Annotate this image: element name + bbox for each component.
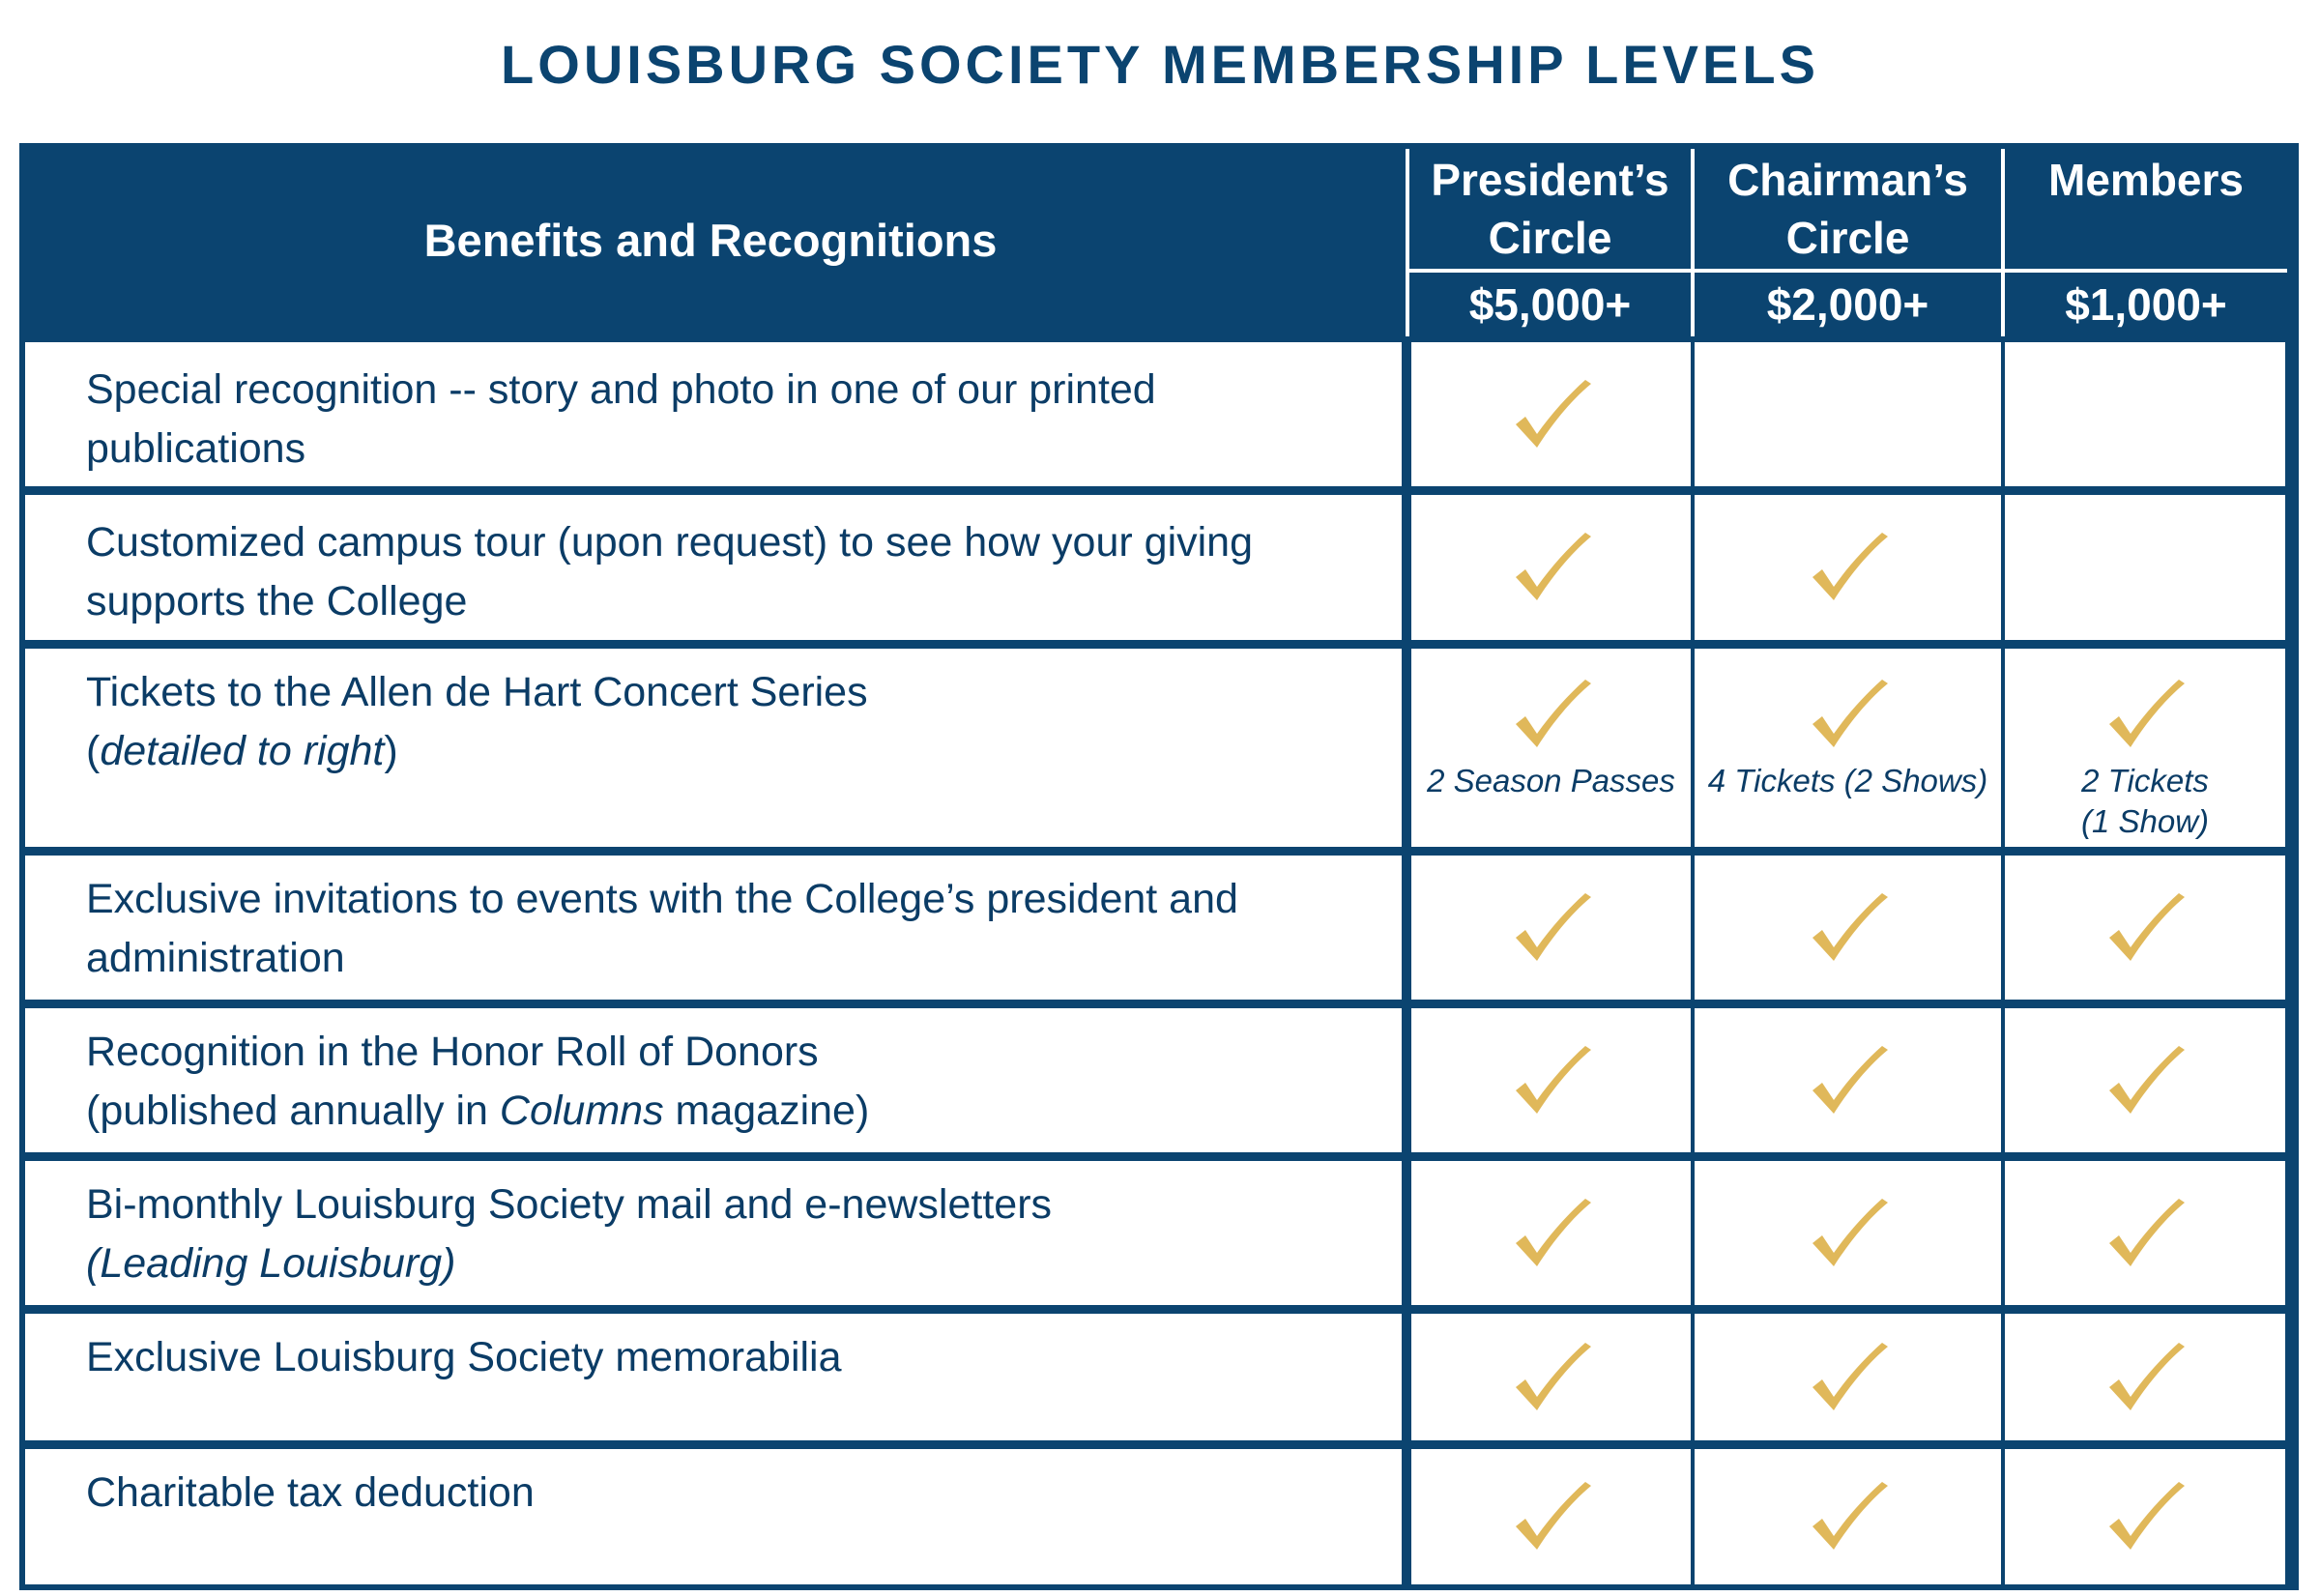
price-chairmans-circle: $2,000+ bbox=[1766, 279, 1929, 330]
checkmark-icon bbox=[1508, 531, 1595, 613]
benefit-cell bbox=[25, 1008, 1402, 1152]
benefit-cell bbox=[25, 1161, 1402, 1305]
tier-cell-presidents-circle bbox=[1411, 1161, 1691, 1305]
checkmark-icon bbox=[2102, 891, 2189, 973]
benefit-text-line bbox=[86, 572, 467, 631]
checkmark-icon bbox=[2102, 1197, 2189, 1279]
tier-cell-presidents-circle bbox=[1411, 649, 1691, 847]
benefit-text-line: Charitable tax deduction bbox=[86, 1469, 535, 1516]
checkmark-icon bbox=[1508, 1480, 1595, 1562]
tier-note: 2 Season Passes bbox=[1427, 763, 1675, 798]
tier-cell-chairmans-circle bbox=[1695, 1314, 2001, 1440]
benefits-header bbox=[19, 143, 1402, 336]
benefit-text-line bbox=[86, 722, 398, 781]
price-presidents-circle: $5,000+ bbox=[1468, 279, 1632, 330]
benefit-text-segment: ( bbox=[86, 728, 101, 774]
tier-cell-members bbox=[2005, 1314, 2285, 1440]
checkmark-icon bbox=[1805, 678, 1892, 760]
checkmark-icon bbox=[1805, 891, 1892, 973]
tier-cell-presidents-circle bbox=[1411, 495, 1691, 640]
benefit-cell bbox=[25, 495, 1402, 640]
benefit-text-segment: publications bbox=[86, 425, 306, 472]
checkmark-icon bbox=[1508, 1197, 1595, 1279]
tier-cell-chairmans-circle bbox=[1695, 856, 2001, 1000]
benefit-text-segment: ) bbox=[384, 728, 398, 774]
checkmark-icon bbox=[1508, 891, 1595, 973]
checkmark-icon bbox=[1508, 378, 1595, 460]
checkmark-icon bbox=[1508, 1341, 1595, 1423]
benefit-text-line: Bi-monthly Louisburg Society mail and e-newsletters bbox=[86, 1181, 1053, 1228]
benefit-text-line: Exclusive invitations to events with the College’s president and bbox=[86, 876, 1238, 922]
checkmark-icon bbox=[1805, 1341, 1892, 1423]
benefit-text-segment: magazine) bbox=[663, 1088, 870, 1134]
column-name: Chairman’s bbox=[1727, 155, 1968, 205]
column-name: Members bbox=[2048, 155, 2244, 205]
tier-cell-chairmans-circle bbox=[1695, 1449, 2001, 1584]
benefit-text-line: Exclusive Louisburg Society memorabilia bbox=[86, 1334, 842, 1380]
tier-cell-presidents-circle bbox=[1411, 1314, 1691, 1440]
page-title: LOUISBURG SOCIETY MEMBERSHIP LEVELS bbox=[501, 34, 1819, 95]
benefit-cell bbox=[25, 342, 1402, 486]
benefits-header-label: Benefits and Recognitions bbox=[423, 214, 998, 266]
benefit-text-segment: administration bbox=[86, 935, 345, 981]
tier-cell-chairmans-circle bbox=[1695, 342, 2001, 486]
benefit-text-emphasis: detailed to right bbox=[100, 728, 385, 774]
benefit-text-line: Customized campus tour (upon request) to see how your giving bbox=[86, 519, 1254, 566]
checkmark-icon bbox=[1508, 678, 1595, 760]
tier-cell-members bbox=[2005, 495, 2285, 640]
benefit-text-line bbox=[86, 420, 305, 479]
column-name: Circle bbox=[1785, 213, 1910, 263]
benefit-text-line bbox=[86, 1234, 456, 1293]
tier-note: 4 Tickets (2 Shows) bbox=[1707, 763, 1988, 798]
tier-cell-presidents-circle bbox=[1411, 342, 1691, 486]
tier-cell-chairmans-circle bbox=[1695, 1161, 2001, 1305]
benefit-text-line bbox=[86, 929, 345, 988]
checkmark-icon bbox=[1805, 1197, 1892, 1279]
benefit-cell bbox=[25, 1314, 1402, 1440]
benefit-text-line: Tickets to the Allen de Hart Concert Series bbox=[86, 669, 868, 715]
tier-cell-members bbox=[2005, 649, 2285, 847]
tier-cell-members bbox=[2005, 342, 2285, 486]
benefit-text-line: Special recognition -- story and photo in one of our printed bbox=[86, 366, 1156, 413]
benefit-text-emphasis: Columns bbox=[499, 1088, 664, 1134]
checkmark-icon bbox=[2102, 1480, 2189, 1562]
tier-cell-presidents-circle bbox=[1411, 1449, 1691, 1584]
tier-cell-chairmans-circle bbox=[1695, 649, 2001, 847]
benefit-text-segment: supports the College bbox=[86, 578, 468, 624]
checkmark-icon bbox=[1805, 1044, 1892, 1126]
checkmark-icon bbox=[2102, 1044, 2189, 1126]
benefit-text-emphasis: (Leading Louisburg) bbox=[86, 1240, 456, 1287]
tier-cell-members bbox=[2005, 856, 2285, 1000]
benefit-cell bbox=[25, 1449, 1402, 1584]
tier-cell-members bbox=[2005, 1161, 2285, 1305]
checkmark-icon bbox=[1805, 1480, 1892, 1562]
checkmark-icon bbox=[1508, 1044, 1595, 1126]
column-header-chairmans-circle bbox=[1695, 143, 2001, 269]
benefit-cell bbox=[25, 649, 1402, 847]
price-members: $1,000+ bbox=[2065, 279, 2227, 330]
benefit-text-segment: (published annually in bbox=[86, 1088, 500, 1134]
checkmark-icon bbox=[1805, 531, 1892, 613]
benefit-text-line bbox=[86, 1082, 869, 1141]
tier-cell-members bbox=[2005, 1449, 2285, 1584]
column-header-members bbox=[2005, 143, 2287, 269]
tier-cell-presidents-circle bbox=[1411, 856, 1691, 1000]
checkmark-icon bbox=[2102, 1341, 2189, 1423]
tier-note: 2 Tickets (1 Show) bbox=[2080, 763, 2210, 839]
benefit-text-line: Recognition in the Honor Roll of Donors bbox=[86, 1029, 819, 1075]
tier-cell-presidents-circle bbox=[1411, 1008, 1691, 1152]
tier-cell-chairmans-circle bbox=[1695, 495, 2001, 640]
column-header-presidents-circle bbox=[1409, 143, 1691, 269]
tier-cell-members bbox=[2005, 1008, 2285, 1152]
column-name: President’s bbox=[1431, 155, 1669, 205]
checkmark-icon bbox=[2102, 678, 2189, 760]
tier-cell-chairmans-circle bbox=[1695, 1008, 2001, 1152]
column-name: Circle bbox=[1488, 213, 1612, 263]
benefit-cell bbox=[25, 856, 1402, 1000]
membership-table bbox=[19, 143, 2299, 1590]
